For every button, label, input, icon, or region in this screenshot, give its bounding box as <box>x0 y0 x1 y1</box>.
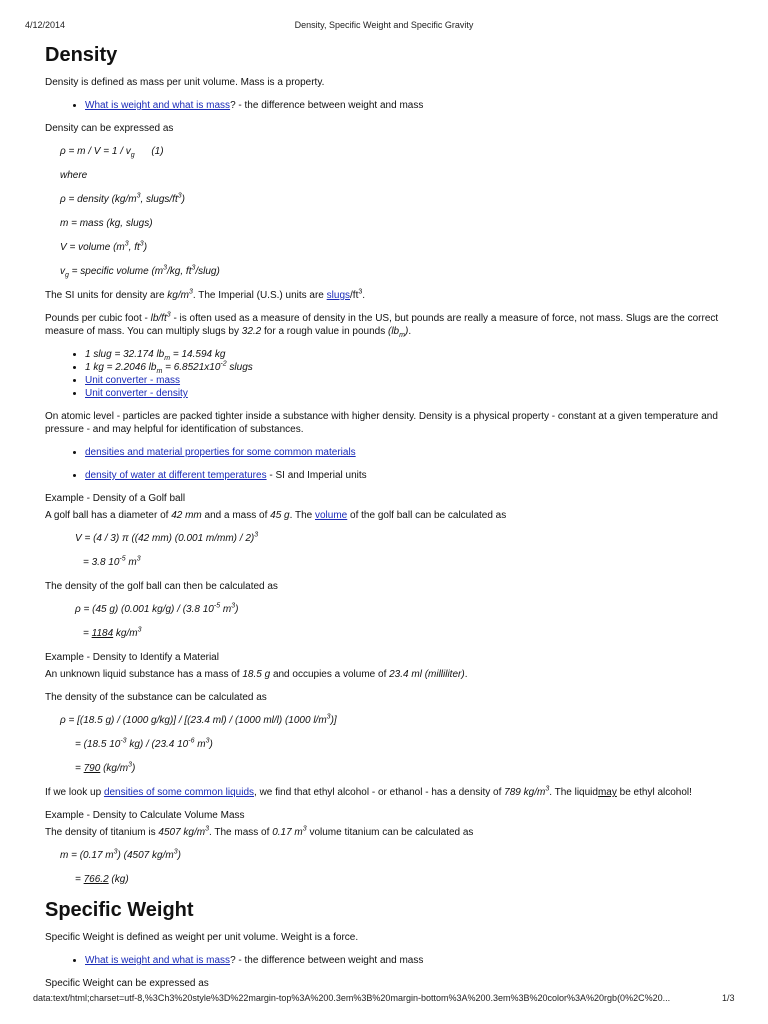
def-density: ρ = density ($kg/m^3$, slugs/$ft^3$) <box>60 192 185 205</box>
print-date: 4/12/2014 <box>25 20 66 30</box>
list-item: • density of water at different temperatures - SI and Imperial units <box>85 469 735 482</box>
titanium-eq: m = (0.17 $m^3$) (4507 $kg/m^3$) <box>60 848 181 861</box>
heading-specific-weight: Specific Weight <box>45 899 194 921</box>
identify-calc-text: The density of the substance can be calculated as <box>45 692 267 703</box>
golf-density-eq: ρ = (45 g) (0.001 kg/g) / (3.8 $10^{-5}$ $m^3$) <box>75 602 239 615</box>
specific-weight-expressed: Specific Weight can be expressed as <box>45 978 209 989</box>
atomic-paragraph: On atomic level - particles are packed tighter inside a substance with higher density. Density is a physical property - constant at a given temperature and pressure - and may helpful for identification of substances. <box>45 411 718 435</box>
units-paragraph: The SI units for density are $kg/m^3$. The Imperial (U.S.) units are slugs/$ft^3$. <box>45 288 366 301</box>
unit-converter-mass-link[interactable]: Unit converter - mass <box>85 375 181 386</box>
density-intro: Density is defined as mass per unit volume. Mass is a property. <box>45 77 325 88</box>
materials-list <box>45 446 735 482</box>
golf-volume-result: = 3.8 $10^{-5}$ $m^3$ <box>83 555 141 568</box>
weight-mass-link[interactable]: What is weight and what is mass <box>85 100 231 111</box>
list-item <box>85 374 735 387</box>
titanium-example-title: Example - Density to Calculate Volume Mass <box>45 810 245 821</box>
document-body <box>45 42 735 1000</box>
identify-eq-step: = (18.5 $10^{-3}$ kg) / (23.4 $10^{-6}$ $m^3$) <box>75 737 213 750</box>
volume-link[interactable]: volume <box>315 510 348 521</box>
specific-weight-links-list <box>45 954 735 967</box>
identify-example-title: Example - Density to Identify a Material <box>45 652 219 663</box>
pounds-paragraph: Pounds per cubic foot - $lb/ft^3$ - is often used as a measure of density in the US, but pounds are really a measure of force, not mass. Slugs are the correct measure of mass. You can multiply slugs by 32.2 for a rough value in pounds $(lb_m)$. <box>45 311 719 339</box>
unit-converter-density-link[interactable]: Unit converter - density <box>85 388 188 399</box>
list-item <box>85 387 735 400</box>
def-specific-volume: $v_g$ = specific volume ($m^3/kg$, $ft^3/slug$) <box>60 264 220 279</box>
print-header <box>0 20 768 34</box>
list-item: • 1 kg = 2.2046 $lb_m = 6.8521x10^{-2}$ slugs <box>85 361 735 374</box>
golf-volume-eq: V = (4 / 3) π ((42 mm) (0.001 m/mm) / 2)$^3$ <box>75 531 259 544</box>
heading-density: Density <box>45 44 118 66</box>
footer-url: data:text/html;charset=utf-8,%3Ch3%20style%3D%22margin-top%3A%200.3em%3B%20margin-bottom%3A%200.3em%3B%20color%3A%20rgb(0%2C%20... <box>33 993 671 1003</box>
def-volume: V = volume ($m^3$, $ft^3$) <box>60 240 148 253</box>
golf-text: A golf ball has a diameter of 42 mm and a mass of 45 g. The volume of the golf ball can be calculated as <box>45 510 507 521</box>
where-label: where <box>60 170 88 181</box>
density-expressed: Density can be expressed as <box>45 123 174 134</box>
list-item: • What is weight and what is mass? - the difference between weight and mass <box>85 954 735 967</box>
liquids-density-link[interactable]: densities of some common liquids <box>103 787 255 798</box>
list-item: • What is weight and what is mass? - the difference between weight and mass <box>85 99 735 112</box>
golf-then-text: The density of the golf ball can then be calculated as <box>45 581 278 592</box>
specific-weight-intro: Specific Weight is defined as weight per unit volume. Weight is a force. <box>45 932 359 943</box>
def-mass: m = mass (kg, slugs) <box>60 218 153 229</box>
identify-eq: ρ = [(18.5 g) / (1000 g/kg)] / [(23.4 ml) / (1000 ml/l) (1000 $l/m^3$)] <box>60 713 337 726</box>
weight-mass-link-2[interactable]: What is weight and what is mass <box>85 955 231 966</box>
golf-density-result: = 1184 $kg/m^3$ <box>83 626 142 639</box>
titanium-text: The density of titanium is 4507 $kg/m^3$. The mass of 0.17 $m^3$ volume titanium can be calculated as <box>45 825 474 838</box>
golf-example-title: Example - Density of a Golf ball <box>45 493 186 504</box>
titanium-result: = 766.2 (kg) <box>75 874 129 885</box>
identify-text: An unknown liquid substance has a mass of 18.5 g and occupies a volume of 23.4 ml (milliliter). <box>45 669 468 680</box>
print-title: Density, Specific Weight and Specific Gravity <box>294 20 474 30</box>
page-number: 1/3 <box>722 993 735 1003</box>
list-item: • 1 slug = 32.174 $lb_m = 14.594$ kg <box>85 348 735 361</box>
slugs-link[interactable]: slugs <box>326 290 351 301</box>
materials-link[interactable]: densities and material properties for some common materials <box>85 447 356 458</box>
density-links-list <box>45 99 735 112</box>
water-density-link[interactable]: density of water at different temperatures <box>85 470 267 481</box>
density-formula: $\rho = m / V = 1 / v_g$ (1) <box>60 146 164 159</box>
identify-result: = 790 $(kg/m^3)$ <box>75 761 136 774</box>
identify-lookup: If we look up densities of some common liquids, we find that ethyl alcohol - or ethanol - has a density of 789 $kg/m^3$. The liquidmay be ethyl alcohol! <box>45 785 692 798</box>
conversion-list <box>45 348 735 400</box>
list-item <box>85 446 735 459</box>
